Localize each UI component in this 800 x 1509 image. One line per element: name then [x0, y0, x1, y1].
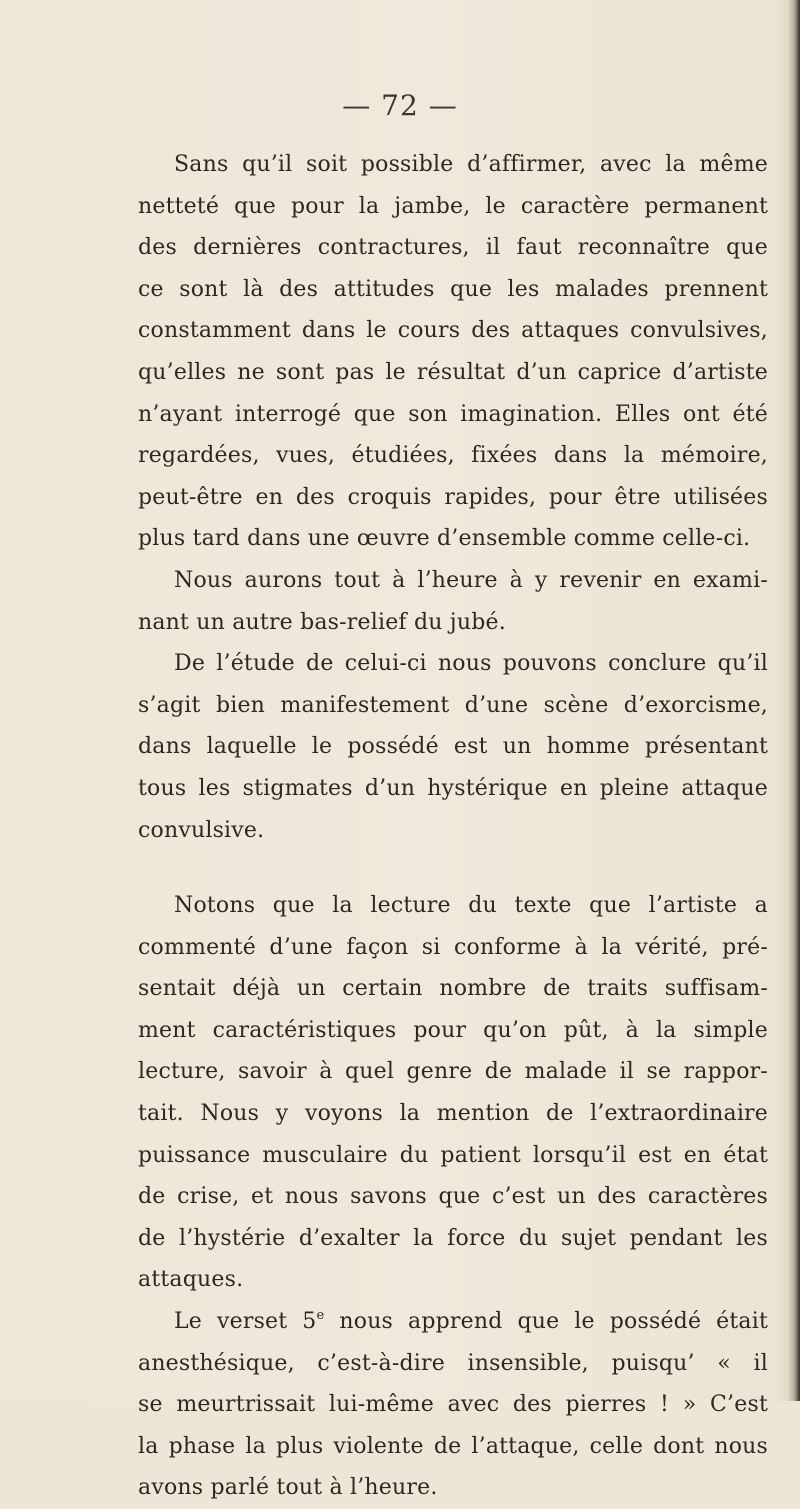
- text-line: avons parlé tout à l’heure.: [138, 1475, 438, 1501]
- text-line: nant un autre bas-relief du jubé.: [138, 609, 506, 635]
- paragraph-5: [138, 1301, 768, 1509]
- paragraph-4: [138, 885, 768, 1301]
- text-line: se meurtrissait lui-même avec des pierres ! » C’est: [138, 1392, 768, 1418]
- text-line: sentait déjà un certain nombre de traits suffisam-: [138, 976, 768, 1002]
- paragraph-gap: [138, 851, 768, 885]
- text-line: peut-être en des croquis rapides, pour être utilisées: [138, 484, 768, 510]
- verse-text-after: nous apprend que le possédé était: [324, 1309, 768, 1335]
- text-line: ce sont là des attitudes que les malades prennent: [138, 276, 768, 302]
- paragraph-1: [138, 144, 768, 560]
- text-line: la phase la plus violente de l’attaque, celle dont nous: [138, 1433, 768, 1459]
- text-line: puissance musculaire du patient lorsqu’il est en état: [138, 1142, 768, 1168]
- text-line: attaques.: [138, 1267, 244, 1293]
- text-line: constamment dans le cours des attaques convulsives,: [138, 318, 768, 344]
- paragraph-2: [138, 560, 768, 643]
- text-line: dans laquelle le possédé est un homme présentant: [138, 734, 768, 760]
- paragraph-3: [138, 643, 768, 851]
- text-line: Nous aurons tout à l’heure à y revenir en exami-: [174, 567, 768, 593]
- text-line: netteté que pour la jambe, le caractère permanent: [138, 193, 768, 219]
- text-line: lecture, savoir à quel genre de malade il se rappor-: [138, 1059, 768, 1085]
- text-line: des dernières contractures, il faut reconnaître que: [138, 235, 768, 261]
- body-text: [138, 144, 768, 1509]
- text-line: qu’elles ne sont pas le résultat d’un caprice d’artiste: [138, 359, 768, 385]
- text-line: anesthésique, c’est-à-dire insensible, puisqu’ « il: [138, 1350, 768, 1376]
- text-line: Notons que la lecture du texte que l’artiste a: [174, 893, 768, 919]
- text-line: commenté d’une façon si conforme à la vérité, pré-: [138, 934, 768, 960]
- text-line-verse: [138, 1301, 768, 1343]
- text-line: de l’hystérie d’exalter la force du sujet pendant les: [138, 1225, 768, 1251]
- page-edge-shadow: [788, 0, 800, 1401]
- text-line: convulsive.: [138, 817, 265, 843]
- text-line: tous les stigmates d’un hystérique en pleine attaque: [138, 775, 768, 801]
- text-line: plus tard dans une œuvre d’ensemble comme celle-ci.: [138, 526, 751, 552]
- text-line: Sans qu’il soit possible d’affirmer, avec la même: [174, 152, 768, 177]
- page-number: — 72 —: [342, 89, 458, 122]
- text-line: de crise, et nous savons que c’est un des caractères: [138, 1184, 768, 1210]
- verse-text-before: Le verset 5: [174, 1309, 317, 1335]
- verse-superscript: e: [316, 1308, 325, 1324]
- text-line: n’ayant interrogé que son imagination. Elles ont été: [138, 401, 768, 427]
- text-line: ment caractéristiques pour qu’on pût, à la simple: [138, 1017, 768, 1043]
- text-line: tait. Nous y voyons la mention de l’extraordinaire: [138, 1101, 768, 1127]
- text-line: regardées, vues, étudiées, fixées dans la mémoire,: [138, 443, 768, 469]
- text-line: De l’étude de celui-ci nous pouvons conclure qu’il: [174, 651, 768, 677]
- text-line: s’agit bien manifestement d’une scène d’exorcisme,: [138, 692, 768, 718]
